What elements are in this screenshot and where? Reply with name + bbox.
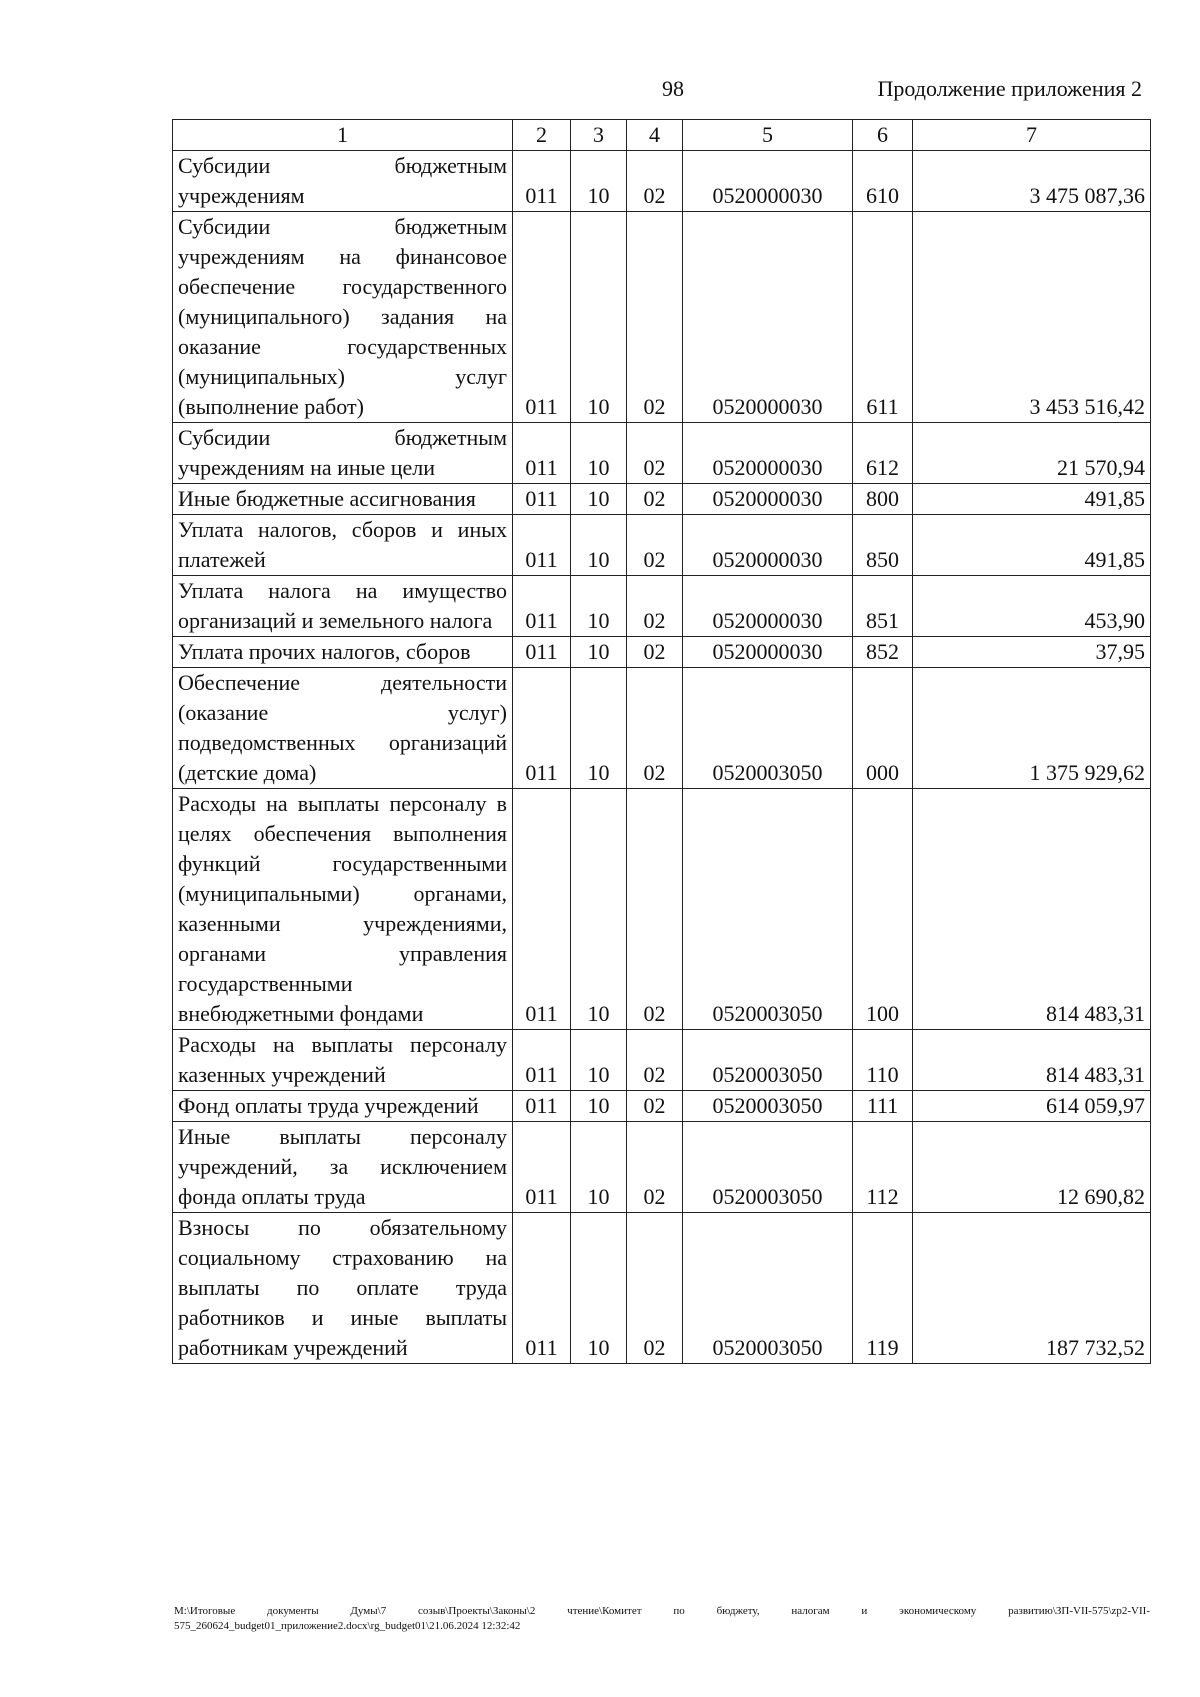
target-article-code: 0520003050 [683,789,853,1030]
expense-type-code: 850 [853,515,913,576]
ministry-code: 011 [513,212,571,423]
ministry-code: 011 [513,637,571,668]
table-row [173,212,1151,423]
expense-type-code: 111 [853,1091,913,1122]
row-name: Обеспечение деятельности (оказание услуг) подведомственных организаций (детские дома) [173,668,513,789]
expense-type-code: 100 [853,789,913,1030]
row-name: Уплата налога на имущество организаций и земельного налога [173,576,513,637]
table-row [173,637,1151,668]
ministry-code: 011 [513,484,571,515]
target-article-code: 0520003050 [683,668,853,789]
target-article-code: 0520000030 [683,484,853,515]
expense-type-code: 611 [853,212,913,423]
target-article-code: 0520000030 [683,637,853,668]
section-code: 10 [571,576,627,637]
expense-type-code: 852 [853,637,913,668]
amount: 453,90 [913,576,1151,637]
row-name: Уплата налогов, сборов и иных платежей [173,515,513,576]
table-row [173,423,1151,484]
subsection-code: 02 [627,1091,683,1122]
ministry-code: 011 [513,576,571,637]
continuation-label: Продолжение приложения 2 [877,76,1142,101]
amount: 12 690,82 [913,1122,1151,1213]
section-code: 10 [571,515,627,576]
expense-type-code: 612 [853,423,913,484]
table-row [173,151,1151,212]
subsection-code: 02 [627,576,683,637]
section-code: 10 [571,1213,627,1364]
section-code: 10 [571,1030,627,1091]
subsection-code: 02 [627,1030,683,1091]
target-article-code: 0520003050 [683,1213,853,1364]
expense-type-code: 110 [853,1030,913,1091]
row-name: Субсидии бюджетным учреждениям на иные цели [173,423,513,484]
ministry-code: 011 [513,1122,571,1213]
table-row [173,1213,1151,1364]
section-code: 10 [571,1122,627,1213]
table-row [173,789,1151,1030]
amount: 21 570,94 [913,423,1151,484]
column-header: 4 [627,120,683,151]
column-header: 3 [571,120,627,151]
ministry-code: 011 [513,151,571,212]
section-code: 10 [571,1091,627,1122]
subsection-code: 02 [627,423,683,484]
table-row [173,1091,1151,1122]
ministry-code: 011 [513,515,571,576]
table-row [173,1030,1151,1091]
amount: 37,95 [913,637,1151,668]
target-article-code: 0520000030 [683,515,853,576]
target-article-code: 0520000030 [683,151,853,212]
section-code: 10 [571,423,627,484]
row-name: Иные бюджетные ассигнования [173,484,513,515]
column-header: 6 [853,120,913,151]
target-article-code: 0520003050 [683,1091,853,1122]
amount: 814 483,31 [913,1030,1151,1091]
header-row [173,120,1151,151]
ministry-code: 011 [513,1091,571,1122]
row-name: Расходы на выплаты персоналу в целях обеспечения выполнения функций государственными (муниципальными) органами, казенными учреждениями, органами управления государственными внебюджетными фондами [173,789,513,1030]
target-article-code: 0520003050 [683,1030,853,1091]
table-row [173,668,1151,789]
row-name: Фонд оплаты труда учреждений [173,1091,513,1122]
column-header: 7 [913,120,1151,151]
row-name: Субсидии бюджетным учреждениям [173,151,513,212]
row-name: Субсидии бюджетным учреждениям на финансовое обеспечение государственного (муниципального) задания на оказание государственных (муниципальных) услуг (выполнение работ) [173,212,513,423]
table-row [173,576,1151,637]
budget-table [172,119,1151,1364]
ministry-code: 011 [513,1213,571,1364]
section-code: 10 [571,151,627,212]
section-code: 10 [571,789,627,1030]
subsection-code: 02 [627,637,683,668]
amount: 3 475 087,36 [913,151,1151,212]
section-code: 10 [571,212,627,423]
section-code: 10 [571,484,627,515]
subsection-code: 02 [627,668,683,789]
row-name: Расходы на выплаты персоналу казенных учреждений [173,1030,513,1091]
expense-type-code: 119 [853,1213,913,1364]
target-article-code: 0520000030 [683,576,853,637]
row-name: Уплата прочих налогов, сборов [173,637,513,668]
target-article-code: 0520003050 [683,1122,853,1213]
subsection-code: 02 [627,1122,683,1213]
column-header: 2 [513,120,571,151]
table-row [173,1122,1151,1213]
ministry-code: 011 [513,1030,571,1091]
amount: 1 375 929,62 [913,668,1151,789]
expense-type-code: 112 [853,1122,913,1213]
row-name: Иные выплаты персоналу учреждений, за исключением фонда оплаты труда [173,1122,513,1213]
amount: 491,85 [913,515,1151,576]
ministry-code: 011 [513,423,571,484]
amount: 187 732,52 [913,1213,1151,1364]
amount: 491,85 [913,484,1151,515]
page-number: 98 [662,76,684,101]
table-row [173,484,1151,515]
amount: 614 059,97 [913,1091,1151,1122]
subsection-code: 02 [627,484,683,515]
expense-type-code: 610 [853,151,913,212]
expense-type-code: 851 [853,576,913,637]
row-name: Взносы по обязательному социальному страхованию на выплаты по оплате труда работников и иные выплаты работникам учреждений [173,1213,513,1364]
subsection-code: 02 [627,151,683,212]
expense-type-code: 800 [853,484,913,515]
subsection-code: 02 [627,1213,683,1364]
section-code: 10 [571,637,627,668]
expense-type-code: 000 [853,668,913,789]
ministry-code: 011 [513,668,571,789]
amount: 3 453 516,42 [913,212,1151,423]
subsection-code: 02 [627,212,683,423]
subsection-code: 02 [627,515,683,576]
target-article-code: 0520000030 [683,423,853,484]
subsection-code: 02 [627,789,683,1030]
section-code: 10 [571,668,627,789]
target-article-code: 0520000030 [683,212,853,423]
file-path-footer: M:\Итоговые документы Думы\7 созыв\Проекты\Законы\2 чтение\Комитет по бюджету, налогам и экономическому развитию\ЗП-VII-575\zp2-VII-575_260624_budget01_приложение2.docx\rg_budget01\21.06.2024 12:32:42 [174,1605,1150,1632]
column-header: 1 [173,120,513,151]
table-row [173,515,1151,576]
amount: 814 483,31 [913,789,1151,1030]
column-header: 5 [683,120,853,151]
ministry-code: 011 [513,789,571,1030]
